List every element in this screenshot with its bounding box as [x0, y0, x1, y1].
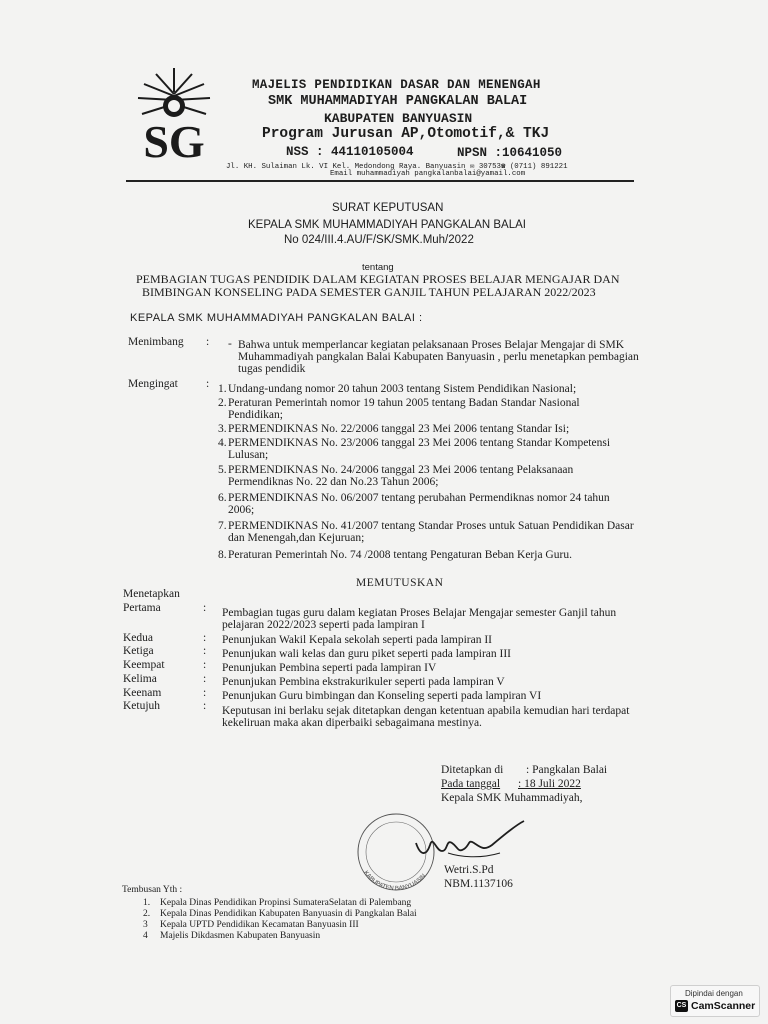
logo-letters: SG — [143, 116, 205, 162]
menimbang-label: Menimbang — [128, 336, 184, 348]
letterhead-npsn: NPSN :10641050 — [457, 146, 563, 160]
place-label: Ditetapkan di — [441, 764, 504, 776]
memutuskan-heading: MEMUTUSKAN — [356, 577, 444, 589]
date-value: : 18 Juli 2022 — [518, 778, 581, 790]
camscanner-watermark — [670, 985, 760, 1017]
camscanner-logo-icon: CS — [675, 1000, 688, 1012]
mengingat-colon: : — [206, 378, 210, 390]
svg-text:KABUPATEN BANYUASIN: KABUPATEN BANYUASIN — [362, 870, 428, 893]
letterhead-address: Jl. KH. Sulaiman Lk. VI Kel. Medondong Raya. Banyuasin ✉ 30753☎ (0711) 891221 — [226, 163, 568, 171]
subject-line1: PEMBAGIAN TUGAS PENDIDIK DALAM KEGIATAN PROSES BELAJAR MENGAJAR DAN — [136, 272, 620, 286]
title-line2: KEPALA SMK MUHAMMADIYAH PANGKALAN BALAI — [248, 219, 526, 231]
menimbang-line: tugas pendidik — [238, 363, 306, 375]
subject-line2: BIMBINGAN KONSELING PADA SEMESTER GANJIL TAHUN PELAJARAN 2022/2023 — [142, 285, 596, 299]
letterhead-line1: MAJELIS PENDIDIKAN DASAR DAN MENENGAH — [252, 78, 541, 92]
letterhead-email: Email muhammadiyah pangkalanbalai@yamail.com — [330, 170, 526, 178]
letterhead-nss: NSS : 44110105004 — [286, 145, 414, 159]
mengingat-item: 8. Peraturan Pemerintah No. 74 /2008 tentang Pengaturan Beban Kerja Guru. — [218, 549, 572, 561]
menimbang-line: Bahwa untuk memperlancar kegiatan pelaksanaan Proses Belajar Mengajar di SMK — [238, 339, 625, 351]
menimbang-bullet: - — [228, 338, 232, 350]
signer-name: Wetri.S.Pd — [444, 864, 494, 876]
tembusan-label: Tembusan Yth : — [122, 885, 183, 895]
place-value: : Pangkalan Balai — [526, 764, 608, 776]
menetapkan-label: Menetapkan — [123, 588, 180, 600]
mengingat-item: 2. Peraturan Pemerintah nomor 19 tahun 2005 tentang Badan Standar Nasional Pendidikan; — [218, 397, 580, 421]
letterhead-programs: Program Jurusan AP,Otomotif,& TKJ — [262, 126, 550, 142]
letterhead-rule — [126, 180, 634, 182]
mengingat-label: Mengingat — [128, 378, 178, 390]
handwritten-signature — [400, 815, 530, 865]
document-page: SG MAJELIS PENDIDIKAN DASAR DAN MENENGAH SMK MUHAMMADIYAH PANGKALAN BALAI KABUPATEN BANYUASIN Program Jurusan AP,Otomotif,& TKJ NSS : 44110105004 NPSN :10641050 Jl. KH. Sulaiman Lk. VI Kel. Medondong Raya. Banyuasin ✉ 30753☎ (0711) 891221 Email muhammadiyah pangkalanbalai@yamail.com SURAT KEPUTUSAN KEPALA SMK MUHAMMADIYAH PANGKALAN BALAI No 024/III.4.AU/F/SK/SMK.Muh/2022 tentang PEMBAGIAN TUGAS PENDIDIK DALAM KEGIATAN PROSES BELAJAR MENGAJAR DAN BIMBINGAN KONSELING PADA SEMESTER GANJIL TAHUN PELAJARAN 2022/2023 KEPALA SMK MUHAMMADIYAH PANGKALAN BALAI : Menimbang : - Bahwa untuk memperlancar kegiatan pelaksanaan Proses Belajar Mengajar di SMK Muhammadiyah pangkalan Balai Kabupaten Banyuasin , perlu menetapkan pembagian tugas pendidik Mengingat : 1. Undang-undang nomor 20 tahun 2003 tentang Sistem Pendidikan Nasional; 2. Peraturan Pemerintah nomor 19 tahun 2005 tentang Badan Standar Nasional Pendidikan; 3. PERMENDIKNAS No. 22/2006 tanggal 23 Mei 2006 tentang Standar Isi; 4. PERMENDIKNAS No. 23/2006 tanggal 23 Mei 2006 tentang Standar Kompetensi Lulusan; 5. PERMENDIKNAS No. 24/2006 tanggal 23 Mei 2006 tentang Pelaksanaan Permendiknas No. 22 dan No.23 Tahun 2006; 6. PERMENDIKNAS No. 06/2007 tentang perubahan Permendiknas nomor 24 tahun 2006; 7. PERMENDIKNAS No. 41/2007 tentang Standar Proses untuk Satuan Pendidikan Dasar dan Menengah,dan Kejuruan; 8. Peraturan Pemerintah No. 74 /2008 tentang Pengaturan Beban Kerja Guru. MEMUTUSKAN Menetapkan Pertama : Pembagian tugas guru dalam kegiatan Proses Belajar Mengajar semester Ganjil tahun pelajaran 2022/2023 seperti pada lampiran I Kedua : Penunjukan Wakil Kepala sekolah seperti pada lampiran II Ketiga : Penunjukan wali kelas dan guru piket seperti pada lampiran III Keempat : Penunjukan Pembina seperti pada lampiran IV Kelima : Penunjukan Pembina ekstrakurikuler seperti pada lampiran V Keenam : Penunjukan Guru bimbingan dan Konseling seperti pada lampiran VI Ketujuh : Keputusan ini berlaku sejak ditetapkan dengan ketentuan apabila kemudian hari terdapat kekeliruan maka akan diperbaiki sebagaimana mestinya. Ditetapkan di : Pangkalan Balai Pada tanggal : 18 Juli 2022 Kepala SMK Muhammadiyah, KABUPATEN BANYUASIN Wetri.S.Pd NBM.1137106 Tembusan Yth : 1. Kepala Dinas Pendidikan Propinsi SumateraSelatan di Palembang 2. Kepala Dinas Pendidikan Kabupaten Banyuasin di Pangkalan Balai 3 Kepala UPTD Pendidikan Kecamatan Banyuasin III 4 Majelis Dikdasmen Kabupaten Banyuasin Dipindai dengan CS CamScanner — [0, 0, 768, 1024]
title-line1: SURAT KEPUTUSAN — [332, 202, 444, 214]
mengingat-item: 3. PERMENDIKNAS No. 22/2006 tanggal 23 Mei 2006 tentang Standar Isi; — [218, 423, 570, 435]
signer-position: Kepala SMK Muhammadiyah, — [441, 792, 583, 804]
mengingat-item: 6. PERMENDIKNAS No. 06/2007 tentang perubahan Permendiknas nomor 24 tahun 2006; — [218, 492, 610, 516]
menimbang-colon: : — [206, 336, 210, 348]
kepala-heading: KEPALA SMK MUHAMMADIYAH PANGKALAN BALAI : — [130, 312, 423, 324]
mengingat-item: 4. PERMENDIKNAS No. 23/2006 tanggal 23 Mei 2006 tentang Standar Kompetensi Lulusan; — [218, 437, 611, 461]
watermark-caption: Dipindai dengan — [685, 989, 743, 998]
signer-nbm: NBM.1137106 — [444, 878, 513, 890]
menimbang-line: Muhammadiyah pangkalan Balai Kabupaten Banyuasin , perlu menetapkan pembagian — [238, 351, 639, 363]
decree-number: No 024/III.4.AU/F/SK/SMK.Muh/2022 — [284, 234, 474, 246]
tentang-label: tentang — [362, 262, 394, 273]
mengingat-item: 1. Undang-undang nomor 20 tahun 2003 tentang Sistem Pendidikan Nasional; — [218, 383, 577, 395]
date-label: Pada tanggal — [441, 778, 501, 790]
watermark-brand: CamScanner — [691, 1000, 756, 1012]
mengingat-item: 7. PERMENDIKNAS No. 41/2007 tentang Standar Proses untuk Satuan Pendidikan Dasar dan Menengah,dan Kejuruan; — [218, 520, 634, 544]
mengingat-item: 5. PERMENDIKNAS No. 24/2006 tanggal 23 Mei 2006 tentang Pelaksanaan Permendiknas No. 22 dan No.23 Tahun 2006; — [218, 464, 574, 488]
letterhead-line2: SMK MUHAMMADIYAH PANGKALAN BALAI — [268, 94, 528, 109]
letterhead-line3: KABUPATEN BANYUASIN — [324, 111, 473, 126]
muhammadiyah-logo — [126, 62, 222, 162]
